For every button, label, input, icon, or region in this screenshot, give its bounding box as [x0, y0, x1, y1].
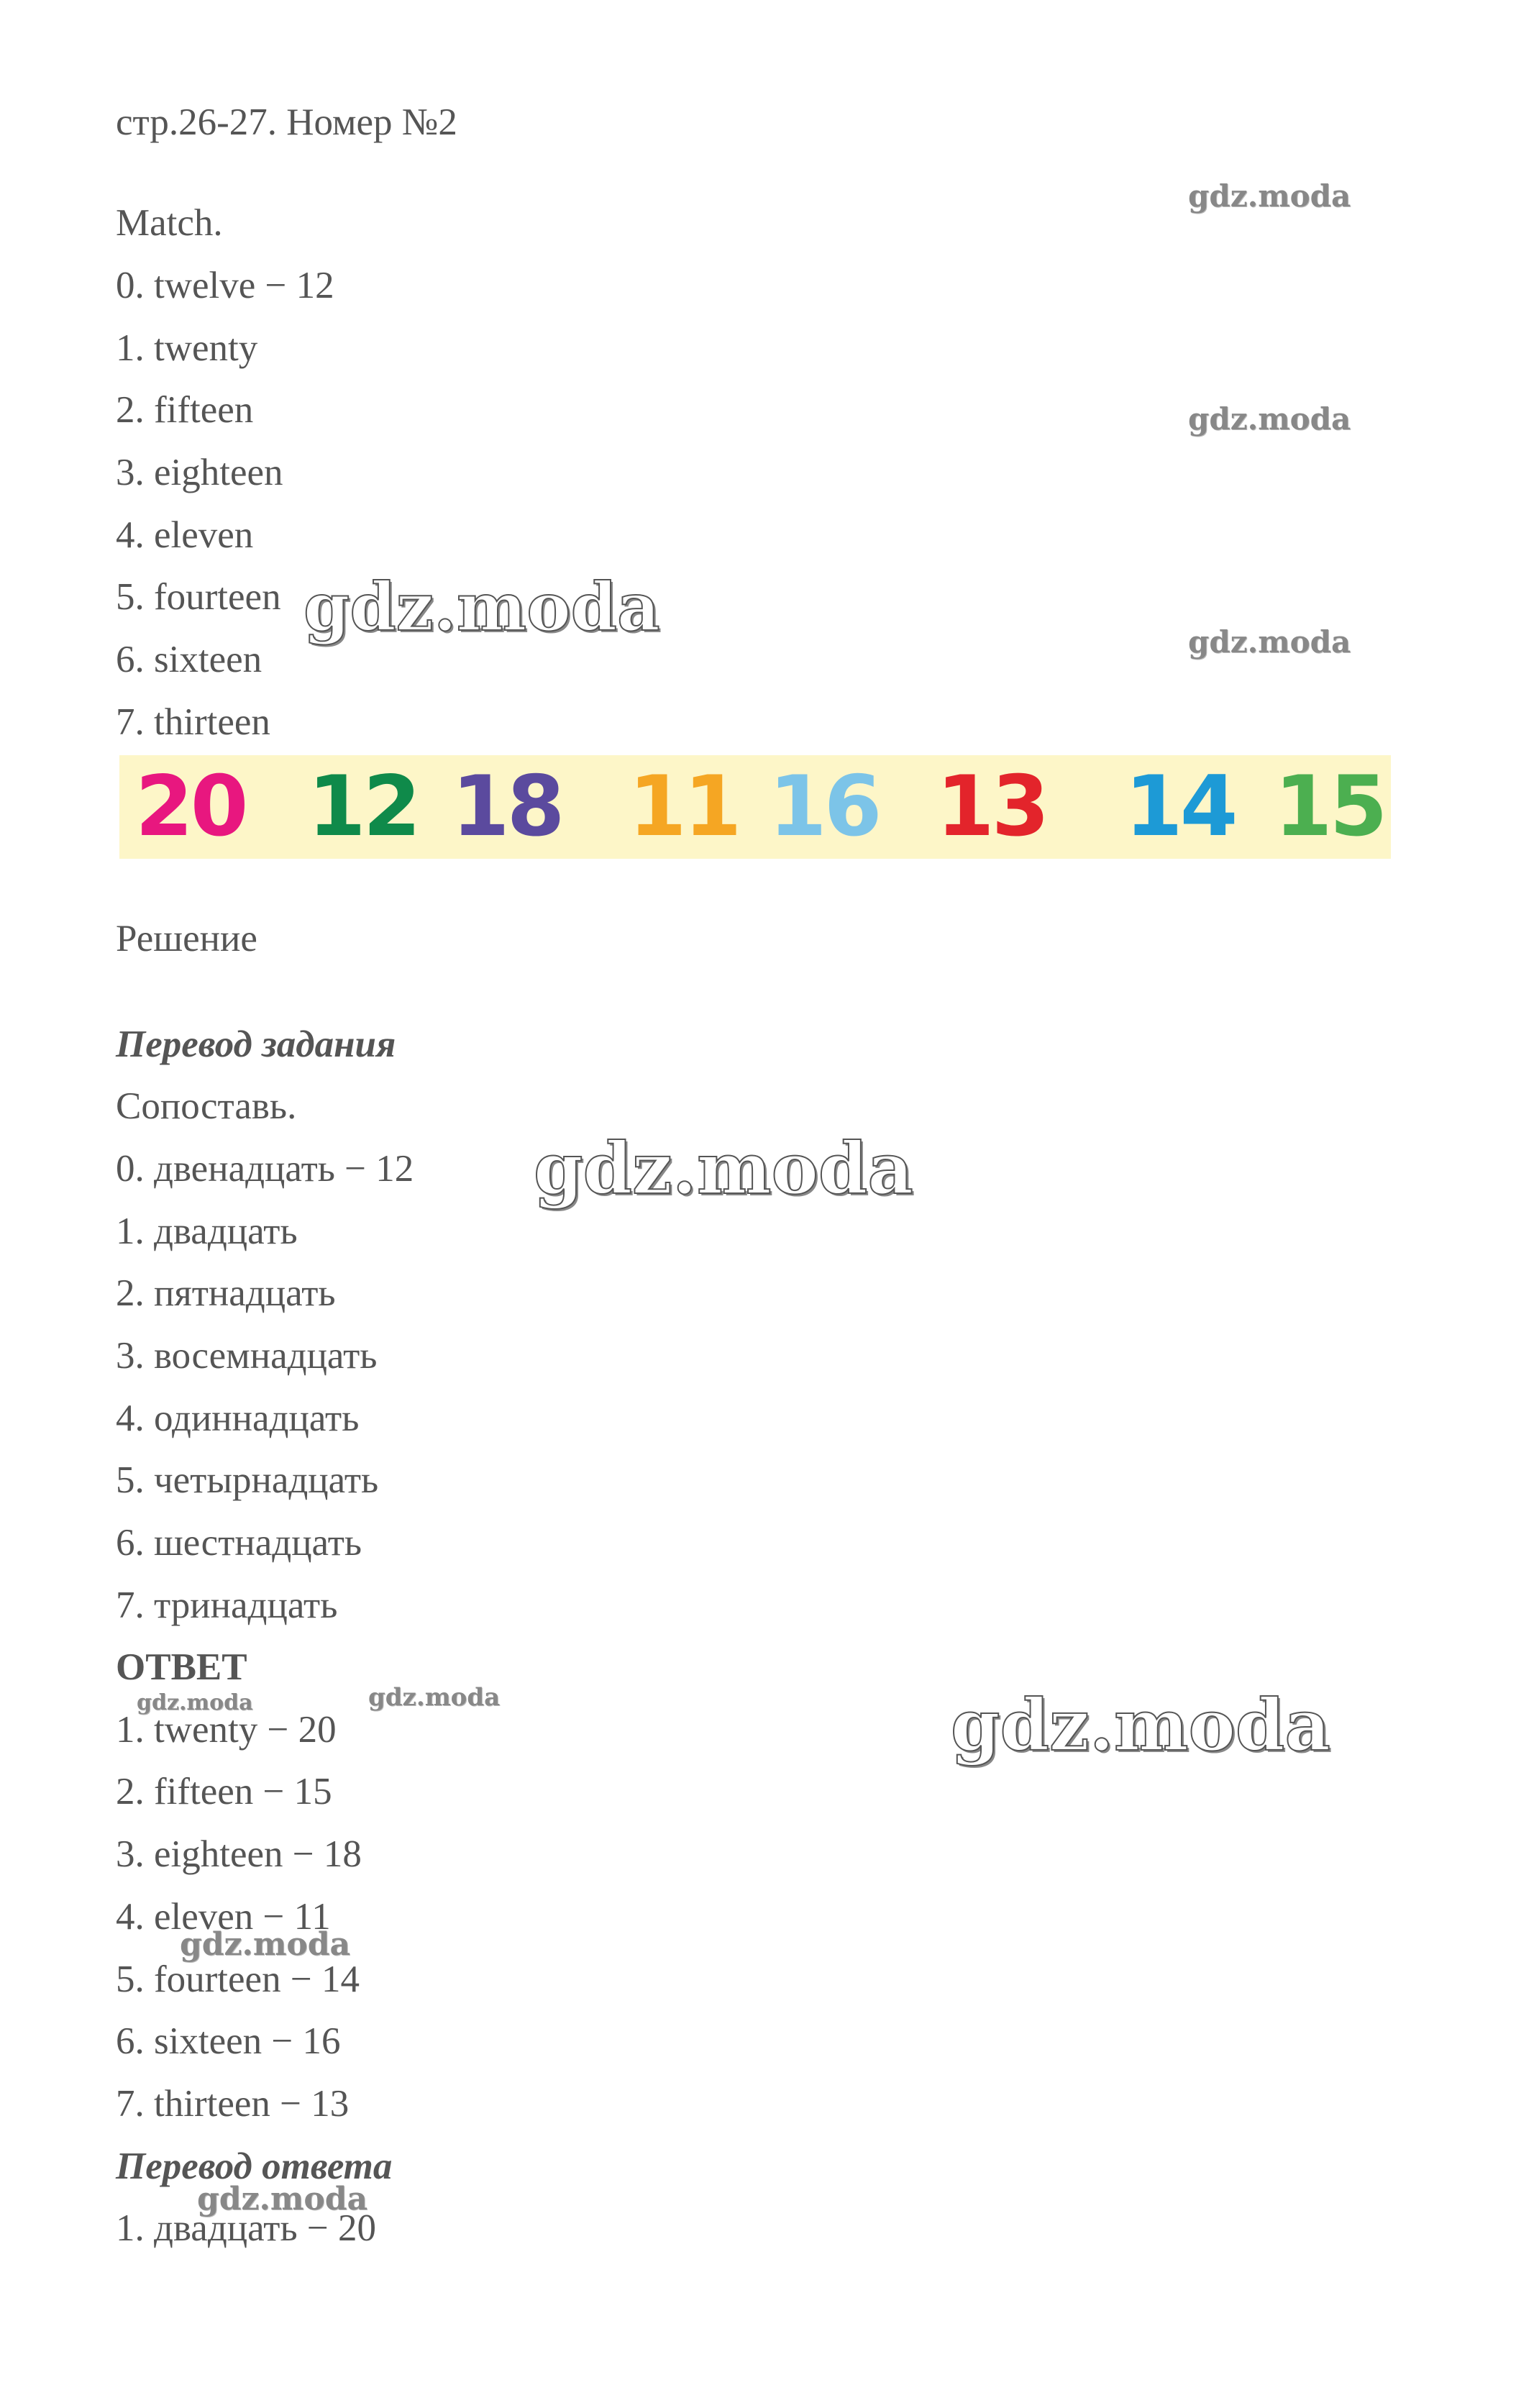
task-item: 1. twenty	[116, 327, 258, 369]
task-item: 5. fourteen	[116, 576, 281, 618]
answer-item: 5. fourteen − 14	[116, 1958, 360, 2000]
watermark: gdz.moda	[303, 568, 660, 646]
answer-item: 3. eighteen − 18	[116, 1833, 362, 1875]
answer-item: 4. eleven − 11	[116, 1896, 331, 1938]
answer-translation-item: 1. двадцать − 20	[116, 2207, 377, 2249]
watermark: gdz.moda	[1188, 401, 1351, 437]
watermark: gdz.moda	[534, 1128, 913, 1210]
strip-number: 20	[135, 758, 246, 855]
translation-item: 6. шестнадцать	[116, 1522, 362, 1564]
task-item: 0. twelve − 12	[116, 265, 334, 306]
answer-item: 2. fifteen − 15	[116, 1771, 332, 1812]
task-item: 2. fifteen	[116, 389, 254, 431]
answer-heading: ОТВЕТ	[116, 1646, 247, 1688]
numbers-strip	[119, 755, 1391, 859]
strip-number: 14	[1125, 758, 1236, 855]
watermark: gdz.moda	[1188, 178, 1351, 214]
watermark: gdz.moda	[180, 1926, 351, 1963]
translation-instruction: Сопоставь.	[116, 1085, 297, 1127]
task-item: 4. eleven	[116, 514, 254, 556]
watermark: gdz.moda	[137, 1690, 253, 1715]
translation-item: 7. тринадцать	[116, 1584, 338, 1626]
task-item: 7. thirteen	[116, 701, 270, 743]
translation-item: 4. одиннадцать	[116, 1397, 360, 1439]
strip-number: 12	[308, 758, 419, 855]
watermark: gdz.moda	[951, 1684, 1330, 1767]
watermark: gdz.moda	[368, 1683, 501, 1712]
strip-number: 15	[1274, 758, 1385, 855]
task-instruction: Match.	[116, 202, 223, 244]
task-item: 3. eighteen	[116, 452, 283, 493]
answer-item: 7. thirteen − 13	[116, 2083, 350, 2125]
watermark: gdz.moda	[1188, 624, 1351, 660]
strip-number: 11	[629, 758, 739, 855]
translation-item: 2. пятнадцать	[116, 1272, 336, 1314]
translation-item: 0. двенадцать − 12	[116, 1148, 414, 1190]
translation-item: 3. восемнадцать	[116, 1335, 378, 1377]
answer-item: 6. sixteen − 16	[116, 2020, 341, 2062]
translation-heading: Перевод задания	[116, 1023, 396, 1065]
translation-item: 1. двадцать	[116, 1210, 298, 1252]
strip-number: 16	[769, 758, 880, 855]
task-item: 6. sixteen	[116, 639, 262, 680]
answer-translation-heading: Перевод ответа	[116, 2145, 393, 2187]
translation-item: 5. четырнадцать	[116, 1459, 379, 1501]
answer-item: 1. twenty − 20	[116, 1709, 337, 1751]
strip-number: 13	[936, 758, 1047, 855]
watermark: gdz.moda	[197, 2181, 368, 2217]
page-title: стр.26-27. Номер №2	[116, 101, 457, 143]
solution-label: Решение	[116, 918, 257, 959]
strip-number: 18	[452, 758, 562, 855]
